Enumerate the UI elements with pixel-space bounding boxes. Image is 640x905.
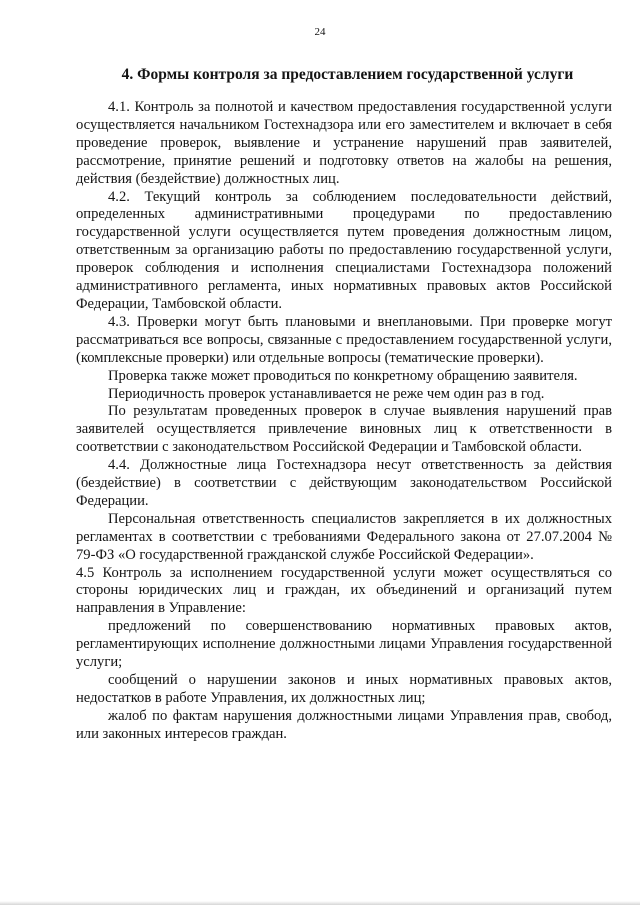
list-item-complaints: жалоб по фактам нарушения должностными лицами Управления прав, свобод, или законных интересов граждан. <box>76 707 612 742</box>
paragraph-4-4: 4.4. Должностные лица Гостехнадзора несут ответственность за действия (бездействие) в соответствии с действующим законодательством Российской Федерации. <box>76 457 612 509</box>
list-item-reports: сообщений о нарушении законов и иных нормативных правовых актов, недостатков в работе Управления, их должностных лиц; <box>76 672 612 706</box>
document-body <box>76 99 612 744</box>
paragraph-personal-responsibility: Персональная ответственность специалистов закрепляется в их должностных регламентах в соответствии с требованиями Федерального закона от 27.07.2004 № 79-ФЗ «О государственной гражданской службе Российской Федерации». <box>76 510 612 563</box>
page-number: 24 <box>314 26 326 38</box>
paragraph-4-5: 4.5 Контроль за исполнением государственной услуги может осуществляться со стороны юридических лиц и граждан, их объединений и организаций путем направления в Управление: <box>76 564 612 617</box>
list-item-proposals: предложений по совершенствованию нормативных правовых актов, регламентирующих исполнение должностными лицами Управления государственной услуги; <box>76 618 612 671</box>
paragraph-4-2: 4.2. Текущий контроль за соблюдением последовательности действий, определенных административными процедурами по предоставлению государственной услуги осуществляется путем проведения должностным лицом, ответственным за организацию работы по предоставлению государственной услуги, проверок соблюдения и исполнения специалистами Гостехнадзора положений административного регламента, иных нормативных правовых актов Российской Федерации, Тамбовской области. <box>76 188 612 312</box>
scan-edge <box>0 901 640 905</box>
paragraph-check-results: По результатам проведенных проверок в случае выявления нарушений прав заявителей осуществляется привлечение виновных лиц к ответственности в соответствии с законодательством Российской Федерации и Тамбовской области. <box>76 403 612 456</box>
paragraph-periodicity: Периодичность проверок устанавливается не реже чем один раз в год. <box>108 385 545 402</box>
section-heading: 4. Формы контроля за предоставлением государственной услуги <box>121 66 574 83</box>
paragraph-4-3: 4.3. Проверки могут быть плановыми и внеплановыми. При проверке могут рассматриваться все вопросы, связанные с предоставлением государственной услуги, (комплексные проверки) или отдельные вопросы (тематические проверки). <box>76 313 612 366</box>
paragraph-request-check: Проверка также может проводиться по конкретному обращению заявителя. <box>108 367 578 384</box>
paragraph-4-1: 4.1. Контроль за полнотой и качеством предоставления государственной услуги осуществляется начальником Гостехнадзора или его заместителем и включает в себя проведение проверок, выявление и устранение нарушений прав заявителей, рассмотрение, принятие решений и подготовку ответов на жалобы на решения, действия (бездействие) должностных лиц. <box>76 99 612 187</box>
